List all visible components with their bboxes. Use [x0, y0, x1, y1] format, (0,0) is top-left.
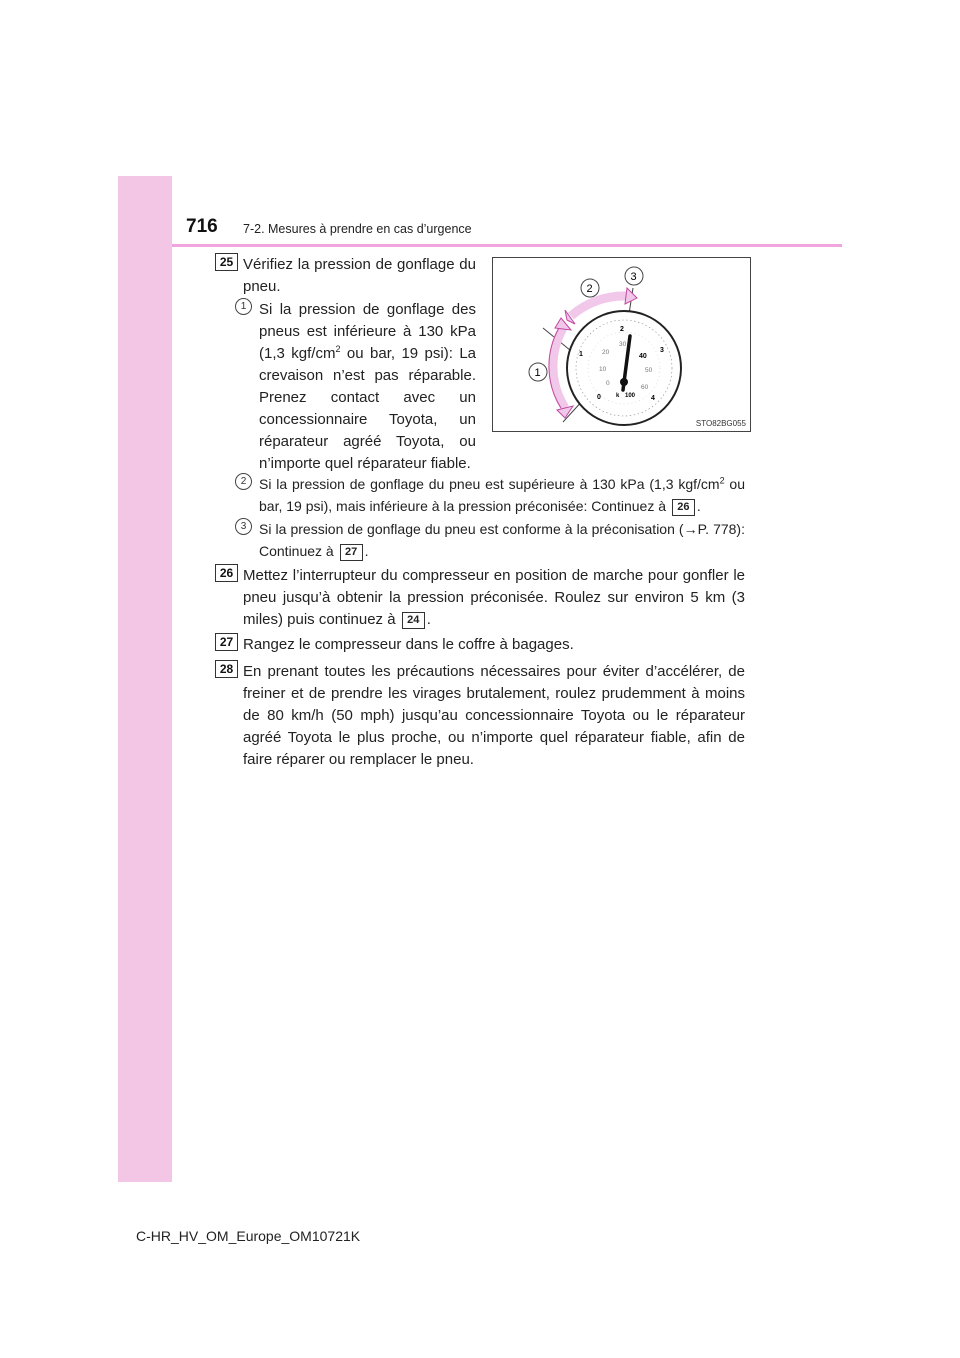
sub-marker-2: 2	[235, 473, 252, 490]
step-badge-25: 25	[215, 253, 238, 271]
step-28-text: En prenant toutes les précautions nécessaires pour éviter d’accélérer, de freiner et de prendre les virages brutalement, roulez prudemment à moins de 80 km/h (50 mph) jusqu’au concessionnaire Toyota ou le réparateur agréé Toyota le plus proche, ou n’importe quel réparateur fiable, afin de faire réparer ou remplacer le pneu.	[243, 663, 745, 768]
step-badge-26: 26	[215, 564, 238, 582]
sub-1-text: Si la pression de gonflage des pneus est inférieure à 130 kPa (1,3 kgf/$cm^2$ ou bar, 19 psi): La crevaison n’est pas réparable. Prenez contact avec un concessionnaire Toyota, un réparateur agréé Toyota, ou n’importe quel réparateur fiable.	[259, 301, 477, 472]
inner-tick-30: 30	[619, 341, 627, 348]
ref-badge-26[interactable]: 26	[672, 499, 695, 516]
outer-tick-4: 4	[651, 395, 655, 402]
sub-2-text: Si la pression de gonflage du pneu est supérieure à 130 kPa (1,3 kgf/$cm^2$ ou bar, 19 psi), mais inférieure à la pression préconisée: Continuez à 26 .	[259, 475, 746, 514]
header-rule	[172, 244, 842, 247]
page-number: 716	[186, 216, 218, 237]
gauge-unit-label: k	[616, 393, 620, 399]
ref-badge-24[interactable]: 24	[402, 612, 425, 629]
sub-3-text: Si la pression de gonflage du pneu est conforme à la préconisation (→P. 778): Continuez à 27 .	[259, 521, 745, 559]
outer-tick-2: 2	[620, 326, 624, 333]
arrow-icon: →	[683, 521, 698, 537]
inner-tick-0: 0	[606, 380, 610, 387]
inner-tick-60: 60	[641, 384, 649, 391]
step-25-text: Vérifiez la pression de gonflage du pneu.	[243, 256, 476, 295]
gauge-illustration	[493, 258, 750, 431]
sub-marker-1: 1	[235, 298, 252, 315]
callout-2: 2	[586, 283, 593, 295]
inner-tick-40: 40	[639, 353, 647, 360]
ref-badge-27[interactable]: 27	[340, 544, 363, 561]
step-26-text: Mettez l’interrupteur du compresseur en position de marche pour gonfler le pneu jusqu’à obtenir la pression préconisée. Roulez sur environ 5 km (3 miles) puis continuez à 24 .	[243, 567, 745, 628]
sub-marker-3: 3	[235, 518, 252, 535]
inner-tick-20: 20	[602, 349, 610, 356]
inner-tick-50: 50	[645, 367, 653, 374]
step-27-text: Rangez le compresseur dans le coffre à bagages.	[243, 636, 574, 653]
side-tab-strip	[118, 176, 172, 1182]
inner-tick-100: 100	[625, 393, 636, 399]
inner-tick-10: 10	[599, 366, 607, 373]
outer-tick-0: 0	[597, 394, 601, 401]
outer-tick-3: 3	[660, 347, 664, 354]
footer-doc-id: C-HR_HV_OM_Europe_OM10721K	[136, 1228, 361, 1244]
step-badge-27: 27	[215, 633, 238, 651]
callout-1: 1	[534, 367, 541, 379]
outer-tick-1: 1	[579, 351, 583, 358]
figure-code: STO82BG055	[695, 419, 746, 428]
pressure-gauge-figure	[492, 257, 751, 432]
callout-3: 3	[630, 271, 637, 283]
step-badge-28: 28	[215, 660, 238, 678]
section-title: 7-2. Mesures à prendre en cas d’urgence	[243, 222, 472, 236]
